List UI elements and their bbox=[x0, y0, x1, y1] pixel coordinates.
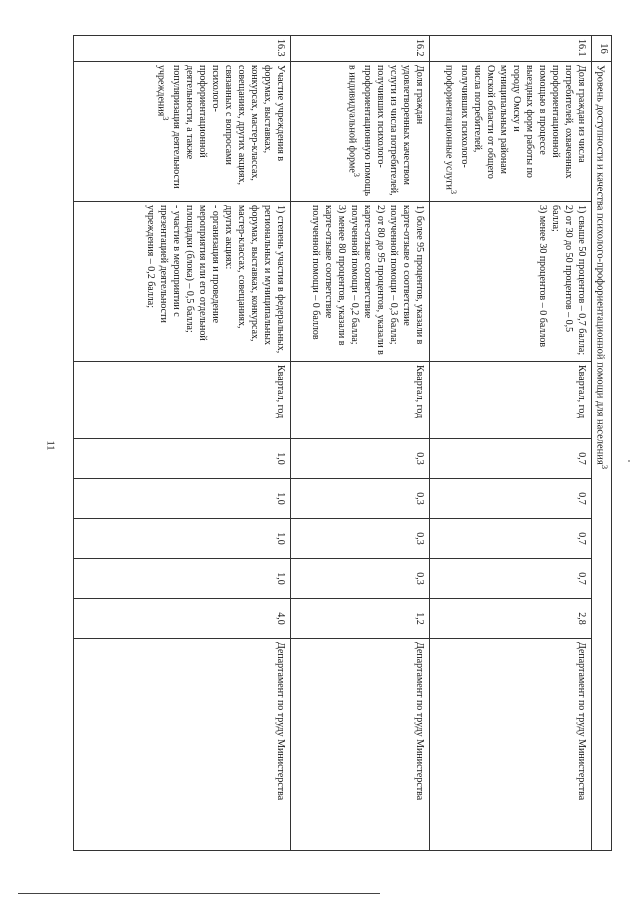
row-id: 16.1 bbox=[429, 36, 591, 62]
row-q1: 1,0 bbox=[73, 439, 290, 479]
row-indicator bbox=[73, 62, 290, 202]
row-responsible: Департамент по труду Министерства bbox=[290, 639, 429, 851]
footnote-separator bbox=[18, 893, 380, 894]
row-total: 2,8 bbox=[429, 599, 591, 639]
table-row bbox=[73, 36, 290, 851]
row-id: 16.3 bbox=[73, 36, 290, 62]
row-total: 1,2 bbox=[290, 599, 429, 639]
scan-artifact bbox=[628, 460, 630, 462]
table-row bbox=[290, 36, 429, 851]
indicator-sup: 3 bbox=[448, 189, 458, 195]
indicator-text: Доля граждан из числа потребителей, охваченных профориентационной помощью в процессе выездных форм работы по городу Омску и муниципальным районам Омской области от общего числа потребителей, получивших психолого-профориентационные услуги bbox=[443, 65, 587, 190]
row-q3: 0,7 bbox=[429, 519, 591, 559]
indicator-text: Участие учреждения в форумах, выставках, конкурсах, мастер-классах, совещаниях, других акциях, связанных с вопросами психолого-профориентационной деятельности, а также популяризация деятельности учреждения bbox=[155, 65, 286, 189]
indicator-sup: 3 bbox=[160, 116, 170, 121]
section-title bbox=[591, 62, 611, 851]
row-responsible: Департамент по труду Министерства bbox=[429, 639, 591, 851]
row-id: 16.2 bbox=[290, 36, 429, 62]
row-period: Квартал, год bbox=[429, 362, 591, 439]
page-number: 11 bbox=[44, 440, 56, 451]
row-q2: 0,3 bbox=[290, 479, 429, 519]
row-indicator bbox=[429, 62, 591, 202]
row-criteria: 1) более 95 процентов, указали в карте-отзыве о соответствие полученной помощи – 0,3 балла; 2) от 80 до 95 процентов, указали в карте-отзыве соответствие полученной помощи – 0,2 балла; 3) менее 80 процентов, указали в карте-отзыве соответствие полученной помощи – 0 баллов bbox=[290, 202, 429, 362]
row-q4: 0,7 bbox=[429, 559, 591, 599]
row-q1: 0,7 bbox=[429, 439, 591, 479]
table-container bbox=[67, 35, 612, 850]
section-title-text: Уровень доступности и качества психолого-профориентационной помощи для населения bbox=[594, 65, 606, 465]
indicator-text: Доля граждан удовлетворенных качеством услуги из числа потребителей, получивших психолого-профориентационную помощь в индивидуальной форме bbox=[346, 65, 425, 197]
row-indicator bbox=[290, 62, 429, 202]
row-q3: 1,0 bbox=[73, 519, 290, 559]
row-q4: 1,0 bbox=[73, 559, 290, 599]
table-row bbox=[429, 36, 591, 851]
row-q4: 0,3 bbox=[290, 559, 429, 599]
row-criteria: 1) свыше 50 процентов – 0,7 балла; 2) от 30 до 50 процентов – 0,5 балла; 3) менее 30 процентов – 0 баллов bbox=[429, 202, 591, 362]
row-period: Квартал, год bbox=[290, 362, 429, 439]
row-total: 4,0 bbox=[73, 599, 290, 639]
row-criteria: 1) степень участия в федеральных, региональных и муниципальных форумах, выставках, конкурсах, мастер-классах, совещаниях, других акциях: - организация и проведение мероприятия или его отдельной площадки (блока) – 0,5 балла; - участие в мероприятии с презентацией деятельности учреждения – 0,2 балла; bbox=[73, 202, 290, 362]
row-period: Квартал, год bbox=[73, 362, 290, 439]
row-q1: 0,3 bbox=[290, 439, 429, 479]
row-q2: 1,0 bbox=[73, 479, 290, 519]
row-responsible: Департамент по труду Министерства bbox=[73, 639, 290, 851]
row-q3: 0,3 bbox=[290, 519, 429, 559]
section-number: 16 bbox=[591, 36, 611, 62]
section-title-sup: 3 bbox=[600, 464, 610, 470]
indicator-sup: 3 bbox=[351, 172, 361, 177]
row-q2: 0,7 bbox=[429, 479, 591, 519]
section-row bbox=[591, 36, 611, 851]
evaluation-table bbox=[73, 35, 612, 851]
